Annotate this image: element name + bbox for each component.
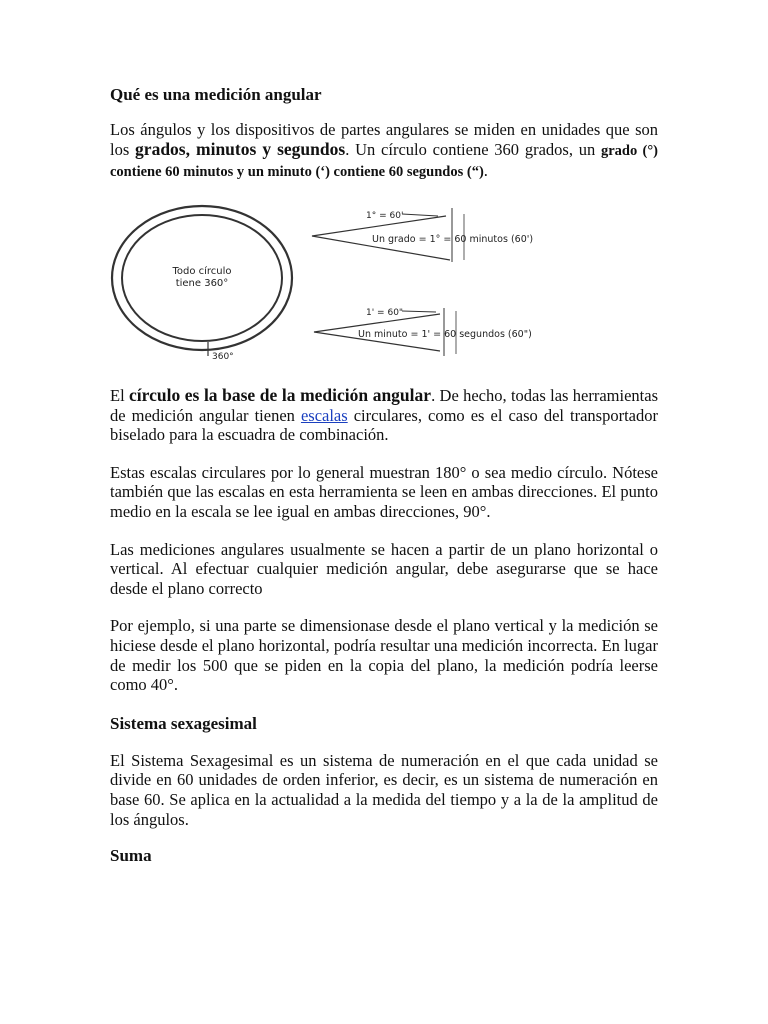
sexagesimal-paragraph: El Sistema Sexagesimal es un sistema de numeración en el que cada unidad se divide en 60 unidades de orden inferior, es decir, es un sistema de numeración en base 60. Se aplica en la actualidad a la medida del tiempo y a la de la amplitud de los ángulos. [110,750,658,829]
intro-text-3: . [483,161,488,181]
intro-bold-definition: grado (°) contiene 60 minutos y un minuto (‘) contiene 60 segundos (“) [110,142,658,181]
heading-suma: Suma [110,846,152,866]
top-equation: 1° = 60' [366,211,404,221]
bottom-equation: 1' = 60" [366,308,404,318]
p2-text-3: circulares, como es el caso del transportador biselado para la escuadra de combinación. [110,405,658,445]
heading-medicion-angular: Qué es una medición angular [110,85,322,104]
intro-text-2: . Un círculo contiene 360 grados, un [345,139,601,159]
example-paragraph: Por ejemplo, si una parte se dimensionase desde el plano vertical y la medición se hiciese desde el plano horizontal, podría resultar una medición incorrecta. En lugar de medir los 500 que se piden en la copia del plano, la medición podría leerse como 40°. [110,616,658,695]
angle-diagram [110,196,558,364]
intro-text-1: Los ángulos y los dispositivos de partes angulares se miden en unidades que son los [110,120,658,159]
document-body [110,386,658,867]
angle-figure [110,196,558,364]
bottom-eq-arrow [402,311,436,312]
intro-bold-units: grados, minutos y segundos [135,138,346,159]
top-eq-arrow [402,214,438,216]
planes-paragraph: Las mediciones angulares usualmente se hacen a partir de un plano horizontal o vertical. Al efectuar cualquier medición angular, debe asegurarse que se hace desde el plano correcto [110,539,658,598]
intro-paragraph [110,120,658,183]
escalas-link[interactable]: escalas [300,405,348,425]
circle-label-1: Todo círculo [172,266,232,277]
p2-text-2: . De hecho, todas las herramientas de medición angular tienen [110,386,658,425]
circle-label-2: tiene 360° [175,278,229,289]
scales-paragraph: Estas escalas circulares por lo general muestran 180° o sea medio círculo. Nótese también que las escalas en esta herramienta se leen en ambas direcciones. El punto medio en la escala se lee igual en ambas direcciones, 90°. [110,462,658,521]
bottom-description: Un minuto = 1' = 60 segundos (60") [358,329,532,340]
circle-bottom-label: 360° [212,352,234,362]
p2-bold: círculo es la base de la medición angular [129,385,432,405]
heading-sistema-sexagesimal: Sistema sexagesimal [110,713,257,733]
top-description: Un grado = 1° = 60 minutos (60') [372,234,534,245]
p2-text-1: El [110,386,129,405]
circle-base-paragraph [110,386,658,445]
document-page [110,84,658,183]
